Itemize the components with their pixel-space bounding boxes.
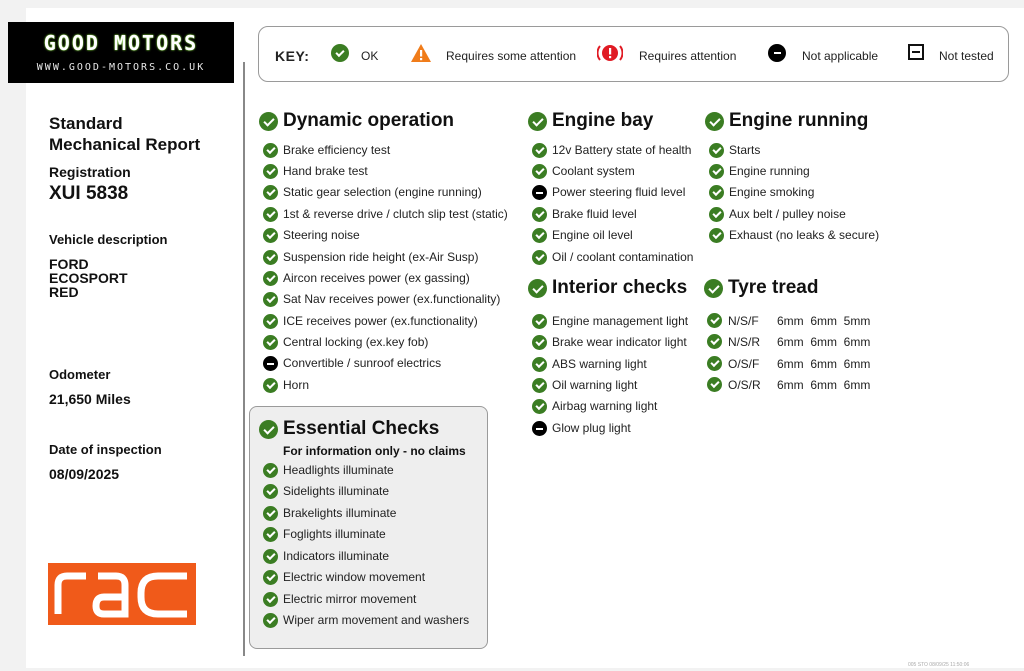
ok-icon [532,378,547,393]
interior-title: Interior checks [552,277,688,298]
dynamic-item: Sat Nav receives power (ex.functionality) [283,292,501,306]
logo-name: GOOD MOTORS [43,31,199,55]
ok-icon [707,334,722,349]
dynamic-item: 1st & reverse drive / clutch slip test (static) [283,207,508,221]
engine-running-item: Exhaust (no leaks & secure) [729,228,880,242]
tyre-tread-values: 6mm 6mm 6mm [777,378,871,392]
ok-icon [532,228,547,243]
ok-icon [263,549,278,564]
key-not-tested-label: Not tested [939,49,994,63]
ok-icon [707,313,722,328]
key-attention-label: Requires attention [639,49,737,63]
ok-icon [532,314,547,329]
interior-item: Engine management light [552,314,689,328]
footnote: 005 STO 08/09/25 11:50:06 [908,662,970,668]
dynamic-item: Static gear selection (engine running) [283,185,482,199]
interior-item: Airbag warning light [552,399,658,413]
inspection-date-label: Date of inspection [49,442,162,457]
ok-icon [263,292,278,307]
report-title [49,113,200,155]
essential-item: Wiper arm movement and washers [283,613,470,627]
interior-item: Brake wear indicator light [552,335,687,349]
ok-icon [263,314,278,329]
engine-bay-item: 12v Battery state of health [552,143,692,157]
key-ok-label: OK [361,49,379,63]
tyre-tread-values: 6mm 6mm 6mm [777,357,871,371]
interior-status-icon [528,279,547,298]
dynamic-item: ICE receives power (ex.functionality) [283,314,478,328]
key-na-label: Not applicable [802,49,879,63]
ok-icon [263,143,278,158]
warning-icon [410,43,432,63]
ok-icon [263,592,278,607]
ok-icon [709,207,724,222]
ok-icon [263,185,278,200]
dynamic-item: Brake efficiency test [283,143,391,157]
ok-icon [263,463,278,478]
not-applicable-icon [532,421,547,436]
ok-icon [263,335,278,350]
ok-icon [709,143,724,158]
engine-bay-item: Oil / coolant contamination [552,250,694,264]
ok-icon [532,357,547,372]
key-some-attention-label: Requires some attention [446,49,577,63]
tyre-title: Tyre tread [728,277,819,298]
ok-icon [709,185,724,200]
interior-item: ABS warning light [552,357,647,371]
vehicle-model: ECOSPORT [49,270,128,286]
report-title-line1: Standard [49,114,123,133]
dynamic-item: Steering noise [283,228,360,242]
vehicle-description [49,257,128,299]
ok-icon [532,250,547,265]
tyre-tread-values: 6mm 6mm 6mm [777,335,871,349]
ok-icon [263,613,278,628]
tyre-position: N/S/F [728,314,759,328]
engine-running-item: Starts [729,143,761,157]
essential-item: Sidelights illuminate [283,484,390,498]
rac-logo [48,563,196,625]
vehicle-description-label: Vehicle description [49,232,168,247]
not-tested-icon [908,44,924,60]
vehicle-colour: RED [49,284,79,300]
status-key [258,26,1009,82]
essential-item: Brakelights illuminate [283,506,397,520]
odometer-label: Odometer [49,367,111,382]
ok-icon [263,164,278,179]
divider [243,62,245,656]
engine-bay-title: Engine bay [552,110,654,131]
engine-bay-status-icon [528,112,547,131]
essential-item: Foglights illuminate [283,527,386,541]
dynamic-item: Hand brake test [283,164,368,178]
tyre-position: N/S/R [728,335,761,349]
ok-icon [709,228,724,243]
key-title: KEY: [275,48,310,64]
engine-bay-item: Power steering fluid level [552,185,686,199]
essential-title: Essential Checks [283,418,440,439]
dynamic-title: Dynamic operation [283,110,455,131]
essential-subtitle: For information only - no claims [283,444,466,458]
ok-icon [263,484,278,499]
tyre-position: O/S/F [728,357,760,371]
engine-bay-item: Engine oil level [552,228,633,242]
engine-running-item: Engine running [729,164,810,178]
odometer-value: 21,650 Miles [49,391,131,407]
engine-running-status-icon [705,112,724,131]
ok-icon [707,377,722,392]
ok-icon [263,378,278,393]
ok-icon [707,356,722,371]
dynamic-item: Aircon receives power (ex gassing) [283,271,470,285]
ok-icon [532,143,547,158]
tyre-status-icon [704,279,723,298]
essential-item: Electric mirror movement [283,592,417,606]
ok-icon [532,164,547,179]
rac-logo-mark [48,563,196,625]
ok-icon [532,399,547,414]
not-applicable-icon [532,185,547,200]
tyre-tread-values: 6mm 6mm 5mm [777,314,871,328]
report-title-line2: Mechanical Report [49,135,201,154]
ok-icon [331,44,349,62]
ok-icon [709,164,724,179]
dynamic-item: Suspension ride height (ex-Air Susp) [283,250,479,264]
ok-icon [263,527,278,542]
dynamic-item: Horn [283,378,310,392]
ok-icon [263,250,278,265]
not-applicable-icon [768,44,786,62]
vehicle-make: FORD [49,256,89,272]
ok-icon [263,228,278,243]
tyre-position: O/S/R [728,378,761,392]
interior-item: Oil warning light [552,378,638,392]
engine-running-item: Aux belt / pulley noise [729,207,846,221]
ok-icon [263,207,278,222]
essential-item: Electric window movement [283,570,426,584]
ok-icon [532,335,547,350]
essential-status-icon [259,420,278,439]
logo-url: WWW.GOOD-MOTORS.CO.UK [36,62,206,73]
engine-bay-item: Coolant system [552,164,635,178]
registration-label: Registration [49,164,131,180]
dynamic-status-icon [259,112,278,131]
ok-icon [263,570,278,585]
ok-icon [532,207,547,222]
engine-running-item: Engine smoking [729,185,815,199]
inspection-date-value: 08/09/2025 [49,466,120,482]
not-applicable-icon [263,356,278,371]
dynamic-item: Convertible / sunroof electrics [283,356,442,370]
registration-value: XUI 5838 [49,183,129,204]
ok-icon [263,506,278,521]
danger-icon [597,43,623,63]
good-motors-logo [8,22,234,83]
engine-bay-item: Brake fluid level [552,207,637,221]
engine-running-title: Engine running [729,110,869,131]
interior-item: Glow plug light [552,421,631,435]
essential-item: Indicators illuminate [283,549,390,563]
ok-icon [263,271,278,286]
dynamic-item: Central locking (ex.key fob) [283,335,429,349]
essential-item: Headlights illuminate [283,463,394,477]
